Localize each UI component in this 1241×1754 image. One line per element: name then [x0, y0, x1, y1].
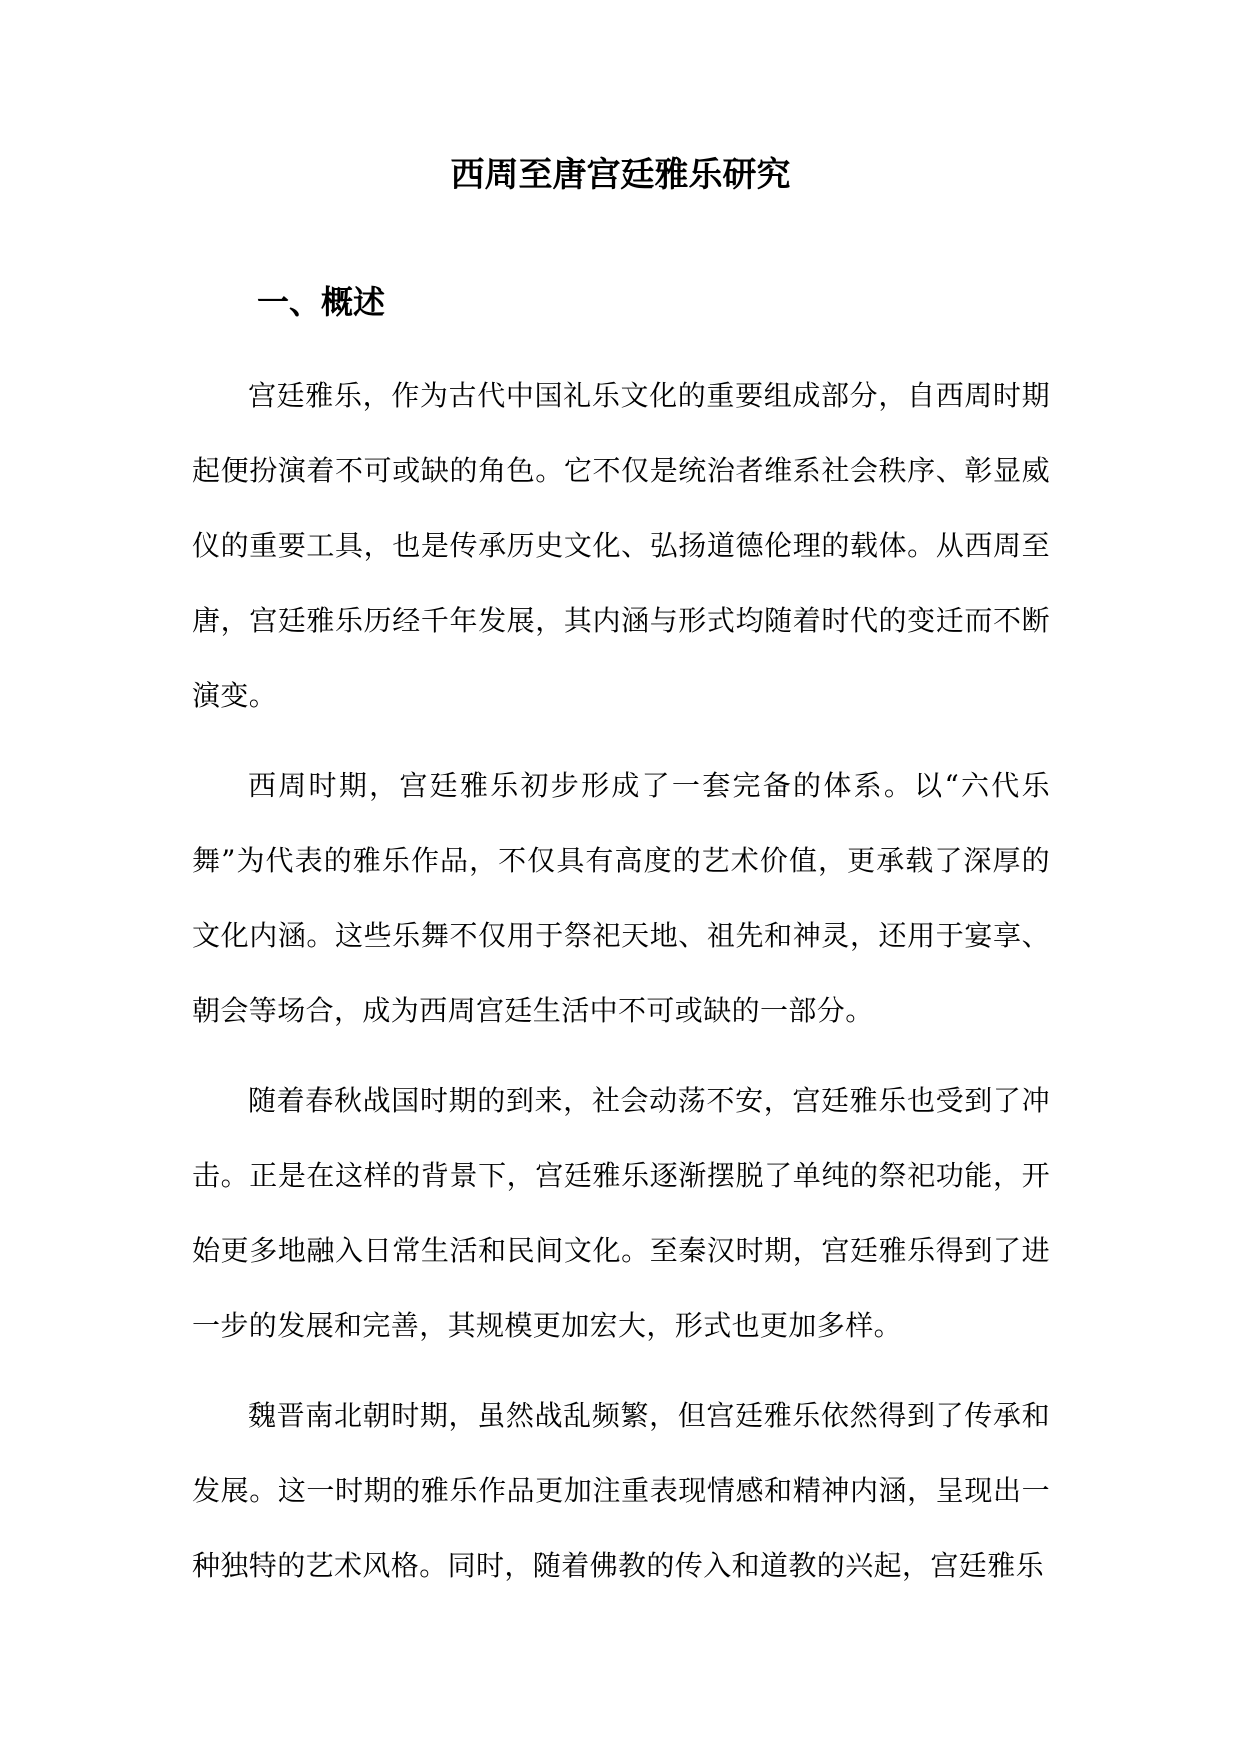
- paragraph-3: 随着春秋战国时期的到来，社会动荡不安，宫廷雅乐也受到了冲击。正是在这样的背景下，宫廷雅乐逐渐摆脱了单纯的祭祀功能，开始更多地融入日常生活和民间文化。至秦汉时期，宫廷雅乐得到了进一步的发展和完善，其规模更加宏大，形式也更加多样。: [192, 1084, 1050, 1342]
- section-heading: 一、概述: [257, 283, 386, 321]
- paragraph-2: 西周时期，宫廷雅乐初步形成了一套完备的体系。以“六代乐舞”为代表的雅乐作品，不仅具有高度的艺术价值，更承载了深厚的文化内涵。这些乐舞不仅用于祭祀天地、祖先和神灵，还用于宴享、朝会等场合，成为西周宫廷生活中不可或缺的一部分。: [192, 769, 1050, 1027]
- paragraph-4: 魏晋南北朝时期，虽然战乱频繁，但宫廷雅乐依然得到了传承和发展。这一时期的雅乐作品更加注重表现情感和精神内涵，呈现出一种独特的艺术风格。同时，随着佛教的传入和道教的兴起，宫廷雅乐: [192, 1399, 1050, 1582]
- document-body: [192, 358, 1050, 1618]
- paragraph-1: 宫廷雅乐，作为古代中国礼乐文化的重要组成部分，自西周时期起便扮演着不可或缺的角色。它不仅是统治者维系社会秩序、彰显威仪的重要工具，也是传承历史文化、弘扬道德伦理的载体。从西周至唐，宫廷雅乐历经千年发展，其内涵与形式均随着时代的变迁而不断演变。: [192, 379, 1050, 712]
- document-title: 西周至唐宫廷雅乐研究: [450, 155, 791, 195]
